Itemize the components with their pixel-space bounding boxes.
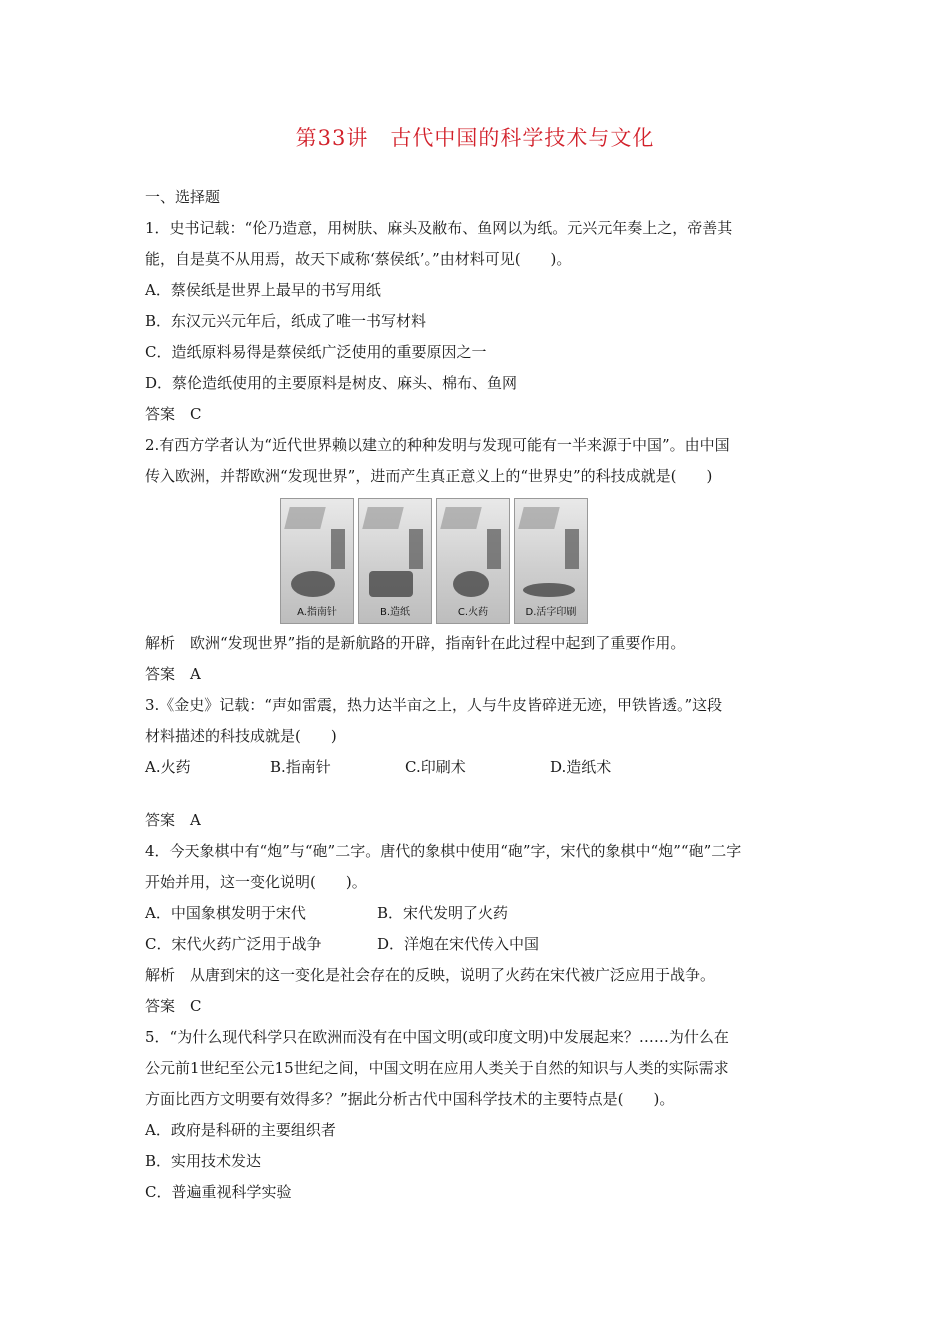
figure-caption: D.活字印刷 (525, 607, 577, 618)
answer: 答案 C (145, 997, 202, 1015)
option-a: A．中国象棋发明于宋代 (145, 904, 306, 922)
option-b: B．实用技术发达 (145, 1152, 262, 1170)
question-1 (145, 213, 815, 430)
question-text-line: 能，自是莫不从用焉，故天下咸称‘蔡侯纸’。”由材料可见( )。 (145, 250, 572, 268)
option-a: A．政府是科研的主要组织者 (145, 1121, 336, 1139)
figure-panel-printing (514, 498, 588, 624)
figure-panel-paper (358, 498, 432, 624)
options-row (145, 898, 815, 929)
figure-panel-compass (280, 498, 354, 624)
option-d: D．洋炮在宋代传入中国 (377, 935, 540, 953)
question-text-line: 传入欧洲，并帮欧洲“发现世界”，进而产生真正意义上的“世界史”的科技成就是( ) (145, 467, 713, 485)
question-text-line: 材料描述的科技成就是( ) (145, 727, 337, 745)
answer: 答案 A (145, 665, 201, 683)
figure-panel-gunpowder (436, 498, 510, 624)
option-b: B．东汉元兴元年后，纸成了唯一书写材料 (145, 312, 427, 330)
question-5 (145, 1022, 815, 1208)
figure-caption: B.造纸 (379, 607, 411, 618)
figure-caption: A.指南针 (297, 607, 337, 618)
question-text-line: 5．“为什么现代科学只在欧洲而没有在中国文明(或印度文明)中发展起来？……为什么在 (145, 1028, 729, 1046)
option-a: A．蔡侯纸是世界上最早的书写用纸 (145, 281, 381, 299)
question-text-line: 4．今天象棋中有“炮”与“砲”二字。唐代的象棋中使用“砲”字，宋代的象棋中“炮”“砲”二字 (145, 842, 742, 860)
section-heading: 一、选择题 (145, 188, 221, 206)
question-3 (145, 690, 815, 836)
option-d: D.造纸术 (550, 758, 612, 776)
analysis: 解析 从唐到宋的这一变化是社会存在的反映，说明了火药在宋代被广泛应用于战争。 (145, 966, 716, 984)
question-list (145, 182, 815, 1208)
question-text-line: 开始并用，这一变化说明( )。 (145, 873, 367, 891)
question-text-line: 3.《金史》记载：“声如雷震，热力达半亩之上，人与牛皮皆碎迸无迹，甲铁皆透。”这段 (145, 696, 723, 714)
option-a: A.火药 (145, 758, 191, 776)
option-c: C.印刷术 (405, 758, 466, 776)
answer: 答案 A (145, 811, 201, 829)
options-row (145, 929, 815, 960)
question-text-line: 1．史书记载：“伦乃造意，用树肤、麻头及敝布、鱼网以为纸。元兴元年奏上之，帝善其 (145, 219, 733, 237)
figure-caption: C.火药 (457, 607, 489, 618)
question-4 (145, 836, 815, 1022)
question-text-line: 方面比西方文明要有效得多？”据此分析古代中国科学技术的主要特点是( )。 (145, 1090, 675, 1108)
question-text-line: 2.有西方学者认为“近代世界赖以建立的种种发明与发现可能有一半来源于中国”。由中国 (145, 436, 730, 454)
inventions-figure (280, 498, 590, 624)
option-d: D．蔡伦造纸使用的主要原料是树皮、麻头、棉布、鱼网 (145, 374, 518, 392)
option-c: C．普遍重视科学实验 (145, 1183, 292, 1201)
option-c: C．宋代火药广泛用于战争 (145, 935, 322, 953)
analysis: 解析 欧洲“发现世界”指的是新航路的开辟，指南针在此过程中起到了重要作用。 (145, 634, 686, 652)
option-b: B．宋代发明了火药 (377, 904, 509, 922)
question-text-line: 公元前1世纪至公元15世纪之间，中国文明在应用人类关于自然的知识与人类的实际需求 (145, 1059, 729, 1077)
option-c: C．造纸原料易得是蔡侯纸广泛使用的重要原因之一 (145, 343, 487, 361)
question-2 (145, 430, 815, 690)
page-title: 第33讲 古代中国的科学技术与文化 (295, 126, 655, 150)
options-row (145, 752, 815, 783)
answer: 答案 C (145, 405, 202, 423)
option-b: B.指南针 (270, 758, 331, 776)
